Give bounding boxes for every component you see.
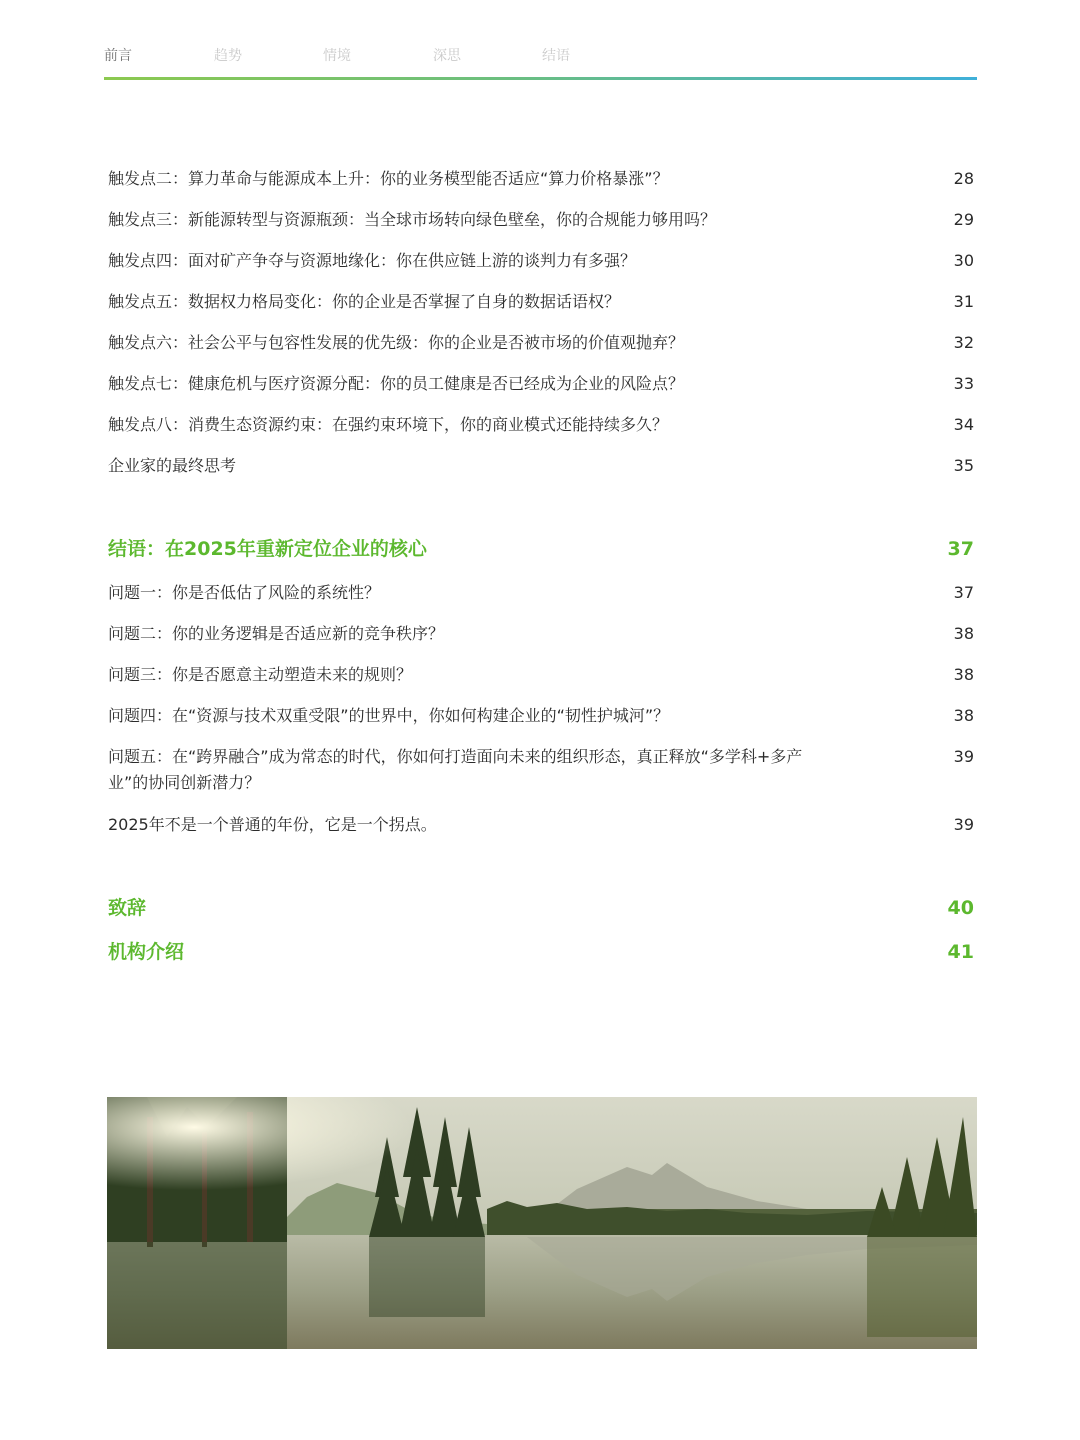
toc-entry-page: 34 <box>953 415 974 434</box>
toc-entry-page: 32 <box>953 333 974 352</box>
nav-divider <box>104 77 977 80</box>
toc-entry-page: 38 <box>953 706 974 725</box>
toc-section-title: 致辞 <box>108 897 147 919</box>
toc-entry-page: 38 <box>953 665 974 684</box>
top-navigation <box>104 46 977 66</box>
toc-entry-page: 39 <box>953 815 974 834</box>
toc-entry-title: 触发点七：健康危机与医疗资源分配：你的员工健康是否已经成为企业的风险点？ <box>108 374 685 393</box>
toc-entry-title: 触发点二：算力革命与能源成本上升：你的业务模型能否适应“算力价格暴涨”？ <box>108 169 669 188</box>
toc-entry-page: 33 <box>953 374 974 393</box>
toc-entry-title: 触发点八：消费生态资源约束：在强约束环境下，你的商业模式还能持续多久？ <box>108 415 669 434</box>
nav-item-trends[interactable]: 趋势 <box>214 48 242 64</box>
toc-entry-title: 问题二：你的业务逻辑是否适应新的竞争秩序？ <box>108 624 445 643</box>
nav-item-preface[interactable]: 前言 <box>104 48 132 64</box>
nav-item-conclusion[interactable]: 结语 <box>542 48 570 64</box>
toc-entry-title: 触发点六：社会公平与包容性发展的优先级：你的企业是否被市场的价值观抛弃？ <box>108 333 685 352</box>
nav-item-reflection[interactable]: 深思 <box>433 48 461 64</box>
toc-entry-title: 2025年不是一个普通的年份，它是一个拐点。 <box>108 815 437 834</box>
toc-entry-page: 30 <box>953 251 974 270</box>
toc-entry-page: 37 <box>953 583 974 602</box>
toc-entry-page: 29 <box>953 210 974 229</box>
toc-entry-title: 企业家的最终思考 <box>108 456 237 475</box>
toc-entry-title: 触发点五：数据权力格局变化：你的企业是否掌握了自身的数据话语权？ <box>108 292 621 311</box>
nav-item-scenarios[interactable]: 情境 <box>323 48 351 64</box>
toc-entry-page: 31 <box>953 292 974 311</box>
toc-section-page: 37 <box>947 538 974 560</box>
toc-entry-title-line: 问题五：在“跨界融合”成为常态的时代，你如何打造面向未来的组织形态，真正释放“多学科+多产 <box>108 747 803 766</box>
toc-entry-page: 28 <box>953 169 974 188</box>
toc-entry-title: 问题一：你是否低估了风险的系统性？ <box>108 583 381 602</box>
toc-entry-page: 39 <box>953 747 974 766</box>
toc-section-title: 机构介绍 <box>108 941 185 963</box>
toc-entry-title <box>108 744 868 796</box>
toc-entry-title: 触发点四：面对矿产争夺与资源地缘化：你在供应链上游的谈判力有多强？ <box>108 251 637 270</box>
toc-entry-title: 触发点三：新能源转型与资源瓶颈：当全球市场转向绿色壁垒，你的合规能力够用吗？ <box>108 210 717 229</box>
toc-section-page: 40 <box>947 897 974 919</box>
toc-entry-page: 38 <box>953 624 974 643</box>
lake-landscape-image <box>107 1097 977 1349</box>
toc-entry-page: 35 <box>953 456 974 475</box>
toc-section-title: 结语：在2025年重新定位企业的核心 <box>108 538 427 560</box>
toc-section-page: 41 <box>947 941 974 963</box>
toc-entry-title: 问题三：你是否愿意主动塑造未来的规则？ <box>108 665 413 684</box>
toc-entry-title: 问题四：在“资源与技术双重受限”的世界中，你如何构建企业的“韧性护城河”？ <box>108 706 670 725</box>
toc-entry-title-line: 业”的协同创新潜力？ <box>108 773 261 792</box>
